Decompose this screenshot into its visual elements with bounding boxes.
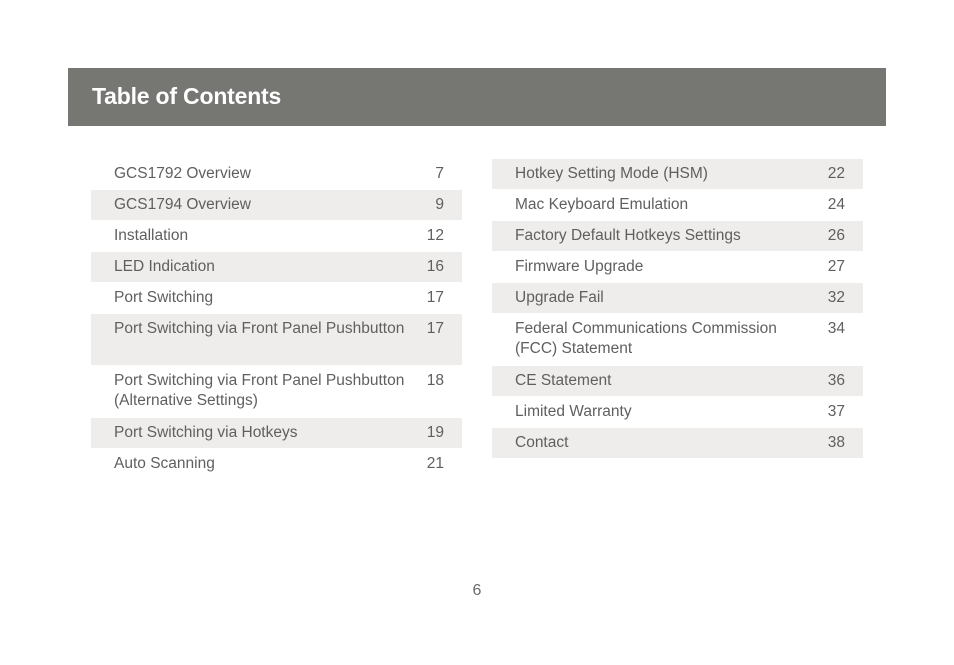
toc-entry-page: 7 [435,165,444,182]
toc-entry-page: 16 [426,258,444,275]
toc-entry-title: GCS1794 Overview [114,196,251,213]
toc-entry[interactable] [91,449,462,479]
toc-entry-page: 17 [426,289,444,306]
toc-entry[interactable] [91,252,462,282]
toc-entry[interactable] [91,221,462,251]
toc-entry-title: Port Switching [114,289,214,306]
toc-left-column [91,159,462,480]
toc-entry-title: Port Switching via Front Panel Pushbutton [114,320,405,337]
toc-entry-title: Limited Warranty [515,403,632,420]
toc-entry-title: Auto Scanning [114,455,215,472]
toc-entry-title: Mac Keyboard Emulation [515,196,689,213]
page-title: Table of Contents [92,83,282,109]
toc-entry-page: 9 [435,196,444,213]
toc-entry[interactable] [492,190,863,220]
toc-entry[interactable] [91,314,462,365]
toc-entry[interactable] [492,221,863,251]
toc-entry-page: 21 [426,455,444,472]
toc-entry-title: Upgrade Fail [515,289,604,306]
toc-entry[interactable] [492,252,863,282]
toc-entry[interactable] [91,366,462,417]
toc-entry-page: 12 [426,227,444,244]
toc-entry[interactable] [492,314,863,365]
toc-entry-page: 18 [426,372,444,389]
toc-entry[interactable] [91,283,462,313]
toc-entry-title: Factory Default Hotkeys Settings [515,227,741,244]
page-number: 6 [472,582,482,599]
toc-entry-title: Firmware Upgrade [515,258,644,275]
toc-entry-title: Port Switching via Front Panel Pushbutton (Alternative Settings) [114,372,405,409]
toc-entry-title: Port Switching via Hotkeys [114,424,298,441]
toc-entry[interactable] [91,418,462,448]
toc-entry-title: GCS1792 Overview [114,165,251,182]
toc-entry-title: Hotkey Setting Mode (HSM) [515,165,708,182]
toc-entry-title: Federal Communications Commission (FCC) Statement [515,320,777,357]
toc-entry[interactable] [492,159,863,189]
toc-entry-page: 24 [827,196,845,213]
toc-entry-page: 19 [426,424,444,441]
toc-entry-page: 17 [426,320,444,337]
toc-entry-page: 32 [827,289,845,306]
toc-right-column [492,159,863,459]
toc-entry-title: Contact [515,434,569,451]
toc-entry-page: 22 [827,165,845,182]
toc-entry-title: CE Statement [515,372,612,389]
toc-entry[interactable] [492,428,863,458]
toc-entry-page: 36 [827,372,845,389]
toc-entry[interactable] [492,283,863,313]
toc-entry-title: Installation [114,227,189,244]
toc-entry-page: 26 [827,227,845,244]
toc-entry-page: 34 [827,320,845,337]
toc-entry[interactable] [91,190,462,220]
toc-entry[interactable] [91,159,462,189]
header-bar [68,68,886,126]
toc-entry-page: 37 [827,403,845,420]
toc-entry[interactable] [492,366,863,396]
toc-entry-title: LED Indication [114,258,215,275]
toc-entry[interactable] [492,397,863,427]
toc-entry-page: 38 [827,434,845,451]
toc-entry-page: 27 [827,258,845,275]
